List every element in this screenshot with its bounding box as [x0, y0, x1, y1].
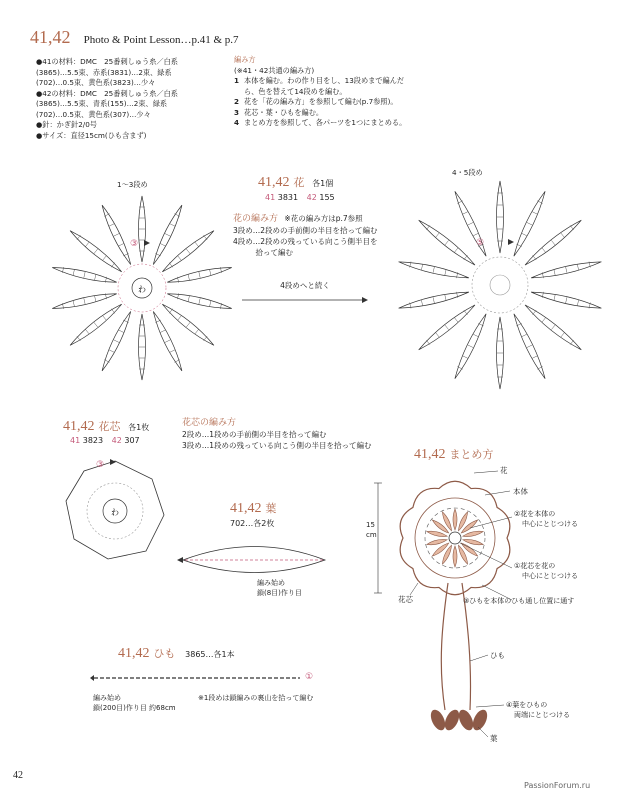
stitch-mark [84, 298, 85, 304]
stitch-mark [463, 212, 468, 215]
label-ha: 葉 [490, 734, 498, 743]
flower-num: 41,42 [258, 175, 290, 190]
stitch-mark [436, 233, 440, 238]
stitch-mark [165, 234, 170, 237]
stitch-mark [170, 350, 175, 353]
stitch-mark [114, 340, 119, 343]
stitch-mark [73, 301, 74, 307]
method-step: ら、色を替えて14段めを編む。 [244, 86, 347, 96]
stitch-mark [186, 249, 190, 254]
stitch-mark [94, 249, 98, 254]
petal [463, 531, 483, 536]
flower-diagram-rows-1-3 [42, 188, 242, 388]
start-marker-icon [110, 459, 116, 465]
stitch-mark [103, 316, 107, 321]
stitch-mark [195, 329, 199, 334]
materials-line: (702)…0.5束、黄色系(307)…少々 [36, 109, 151, 119]
stitch-mark [73, 269, 74, 275]
start-marker-icon [508, 239, 514, 245]
arrow-right-icon [240, 294, 370, 306]
stitch-mark [577, 264, 578, 270]
flower-colors: 41 3831 42 155 [265, 193, 335, 202]
flower-rows-4-5-label: 4・5段め [452, 168, 483, 177]
stitch-mark [421, 264, 422, 270]
materials-block [36, 57, 226, 141]
stitch-mark [210, 301, 211, 307]
stitch-mark [77, 336, 81, 341]
label-himo: ひも [490, 651, 505, 660]
stitch-mark [169, 263, 173, 268]
materials-line: ●42の材料：DMC 25番刺しゅう糸／白系 [36, 88, 178, 98]
flower-method-title: 花の編み方 [233, 214, 279, 224]
stitch-mark [454, 248, 458, 253]
center-method-line: 3段め…1段めの残っている向こう側の半目を拾って編む [182, 441, 372, 450]
method-step: 2 花を「花の編み方」を参照して編む(p.7参照)。 [234, 97, 398, 106]
stitch-mark [188, 296, 189, 302]
leaf-start: 編み始め 鎖(8目)作り目 [257, 579, 302, 597]
stitch-mark [160, 330, 165, 333]
assembly-step-4: ④葉をひもの 両端にとじつける [506, 701, 570, 719]
stitch-mark [464, 310, 468, 315]
stitch-mark [178, 316, 182, 321]
assembly-size-label: 15 cm [366, 521, 377, 539]
ring-label: わ [138, 285, 146, 294]
stitch-mark [103, 256, 107, 261]
stitch-mark [85, 242, 89, 247]
stitch-mark [542, 248, 546, 253]
stitch-mark [436, 333, 440, 338]
materials-line: ●針：かぎ針2/0号 [36, 120, 97, 129]
stitch-mark [445, 325, 449, 330]
stitch-mark [551, 325, 555, 330]
cord-note: ※1段めは鎖編みの裏山を拾って編む [198, 694, 314, 702]
petal [427, 539, 447, 544]
stitch-mark [109, 224, 114, 227]
stitch-mark [473, 334, 478, 337]
stitch-mark [95, 274, 96, 280]
stitch-mark [454, 318, 458, 323]
flower-method-ref: ※花の編み方はp.7参照 [284, 214, 363, 223]
center-method-line: 2段め…1段めの手前側の半目を拾って編む [182, 430, 327, 439]
stitch-mark [542, 318, 546, 323]
cord-diagram [90, 666, 310, 690]
flower-diagram-rows-4-5 [390, 175, 610, 395]
stitch-mark [118, 243, 123, 246]
round-5-marker: ⑤ [476, 238, 485, 248]
stitch-mark [426, 340, 430, 345]
method-title: 編み方 [234, 55, 256, 64]
method-step: 1 本体を編む。わの作り目をし、13段めまで編んだ [234, 76, 405, 85]
header-number: 41,42 [30, 27, 71, 47]
petal [453, 509, 457, 530]
header [30, 27, 239, 48]
stitch-mark [111, 309, 115, 314]
header-title: Photo & Point Lesson…p.41 & p.7 [83, 34, 239, 46]
stitch-mark [566, 297, 567, 303]
start-marker-icon [144, 240, 150, 246]
stitch-mark [210, 269, 211, 275]
stitch-mark [165, 340, 170, 343]
stitch-mark [532, 356, 537, 359]
leaf-count: 702…各2枚 [230, 519, 275, 528]
assembly-step-1: ①花芯を花の 中心にとじつける [514, 562, 578, 580]
method-block [234, 55, 424, 129]
stitch-mark [554, 270, 555, 276]
stitch-mark [170, 224, 175, 227]
stitch-mark [554, 295, 555, 301]
label-hontai: 本体 [513, 487, 528, 496]
assembly-step-3: ③ひもを本体のひも通し位置に通す [463, 597, 575, 605]
flower-method-line: 3段め…2段めの手前側の半目を拾って編む [233, 226, 378, 235]
stitch-mark [522, 233, 527, 236]
stitch-mark [433, 267, 434, 273]
stitch-mark [109, 350, 114, 353]
stitch-mark [199, 272, 200, 278]
stitch-mark [570, 340, 574, 345]
materials-line: (3865)…5.5束、青系(155)…2束、緑系 [36, 99, 168, 108]
stitch-mark [527, 222, 532, 225]
stitch-mark [203, 235, 207, 240]
svg-text:わ: わ [111, 508, 119, 517]
stitch-mark [445, 295, 446, 301]
stitch-mark [95, 296, 96, 302]
svg-text:③: ③ [96, 460, 105, 470]
label-kashin: 花芯 [398, 595, 413, 604]
stitch-mark [421, 300, 422, 306]
flower-method-line: 4段め…2段めの残っている向こう側半目を [233, 237, 378, 246]
stitch-mark [522, 334, 527, 337]
stitch-mark [551, 240, 555, 245]
materials-line: (702)…0.5束、黄色系(3823)…少々 [36, 78, 156, 87]
label-hana: 花 [500, 466, 508, 475]
petal [453, 546, 457, 567]
stitch-mark [577, 300, 578, 306]
stitch-mark [566, 267, 567, 273]
stitch-mark [84, 272, 85, 278]
stitch-mark [561, 333, 565, 338]
flower-rows-1-3-label: 1〜3段め [117, 180, 148, 189]
stitch-mark [85, 329, 89, 334]
site-watermark: PassionForum.ru [524, 781, 591, 790]
stitch-mark [463, 356, 468, 359]
leaf-heading: 41,42 葉 [230, 501, 277, 516]
stitch-mark [160, 243, 165, 246]
stitch-mark [532, 212, 537, 215]
stitch-mark [114, 234, 119, 237]
stitch-mark [426, 225, 430, 230]
flower-count: 各1個 [312, 179, 334, 188]
stitch-mark [169, 309, 173, 314]
flower-heading [258, 174, 333, 191]
stitch-mark [445, 270, 446, 276]
flower-method-line: 拾って編む [233, 248, 293, 257]
leaf-diagram [175, 535, 335, 585]
flower-method [233, 213, 378, 258]
round-3-marker: ③ [130, 239, 139, 249]
cord-heading: 41,42 ひも 3865…各1本 [118, 646, 235, 661]
center-colors: 41 3823 42 307 [70, 436, 140, 445]
stitch-mark [570, 225, 574, 230]
stitch-mark [118, 330, 123, 333]
stitch-mark [195, 242, 199, 247]
stitch-mark [473, 233, 478, 236]
stitch-mark [468, 222, 473, 225]
stitch-mark [199, 298, 200, 304]
assembly-step-2: ②花を本体の 中心にとじつける [514, 510, 578, 528]
continue-arrow [240, 280, 370, 310]
petal [427, 531, 447, 536]
stitch-mark [527, 345, 532, 348]
flower-label: 花 [293, 177, 305, 189]
method-note: (※41・42共通の編み方) [234, 65, 315, 75]
assembly-heading: 41,42 まとめ方 [414, 447, 494, 462]
start-marker-icon [177, 557, 183, 563]
stitch-mark [186, 322, 190, 327]
center-method [182, 418, 372, 451]
stitch-mark [188, 274, 189, 280]
stitch-mark [445, 240, 449, 245]
materials-line: ●41の材料：DMC 25番刺しゅう糸／白系 [36, 57, 178, 66]
cord-round-1: ① [305, 672, 314, 682]
materials-line: ●サイズ：直径15cm(ひも含まず) [36, 130, 147, 140]
stitch-mark [203, 336, 207, 341]
stitch-mark [561, 233, 565, 238]
stitch-mark [464, 255, 468, 260]
stitch-mark [533, 255, 537, 260]
center-diagram [60, 455, 170, 565]
stitch-mark [433, 297, 434, 303]
petal [463, 539, 483, 544]
method-step: 3 花芯・葉・ひもを編む。 [234, 107, 324, 117]
center-method-title: 花芯の編み方 [182, 418, 237, 428]
continue-label: 4段めへと続く [280, 281, 330, 290]
center-heading: 41,42 花芯 各1枚 [63, 419, 150, 434]
materials-line: (3865)…5.5束、赤系(3831)…2束、緑系 [36, 67, 172, 77]
stitch-mark [77, 235, 81, 240]
cord-start: 編み始め 鎖(200目)作り目 約68cm [93, 694, 176, 712]
stitch-mark [533, 310, 537, 315]
stitch-mark [94, 322, 98, 327]
stitch-mark [178, 256, 182, 261]
stitch-mark [468, 345, 473, 348]
stitch-mark [111, 263, 115, 268]
page-number: 42 [13, 770, 23, 781]
method-step: 4 まとめ方を参照して、各パーツを1つにまとめる。 [234, 118, 407, 127]
